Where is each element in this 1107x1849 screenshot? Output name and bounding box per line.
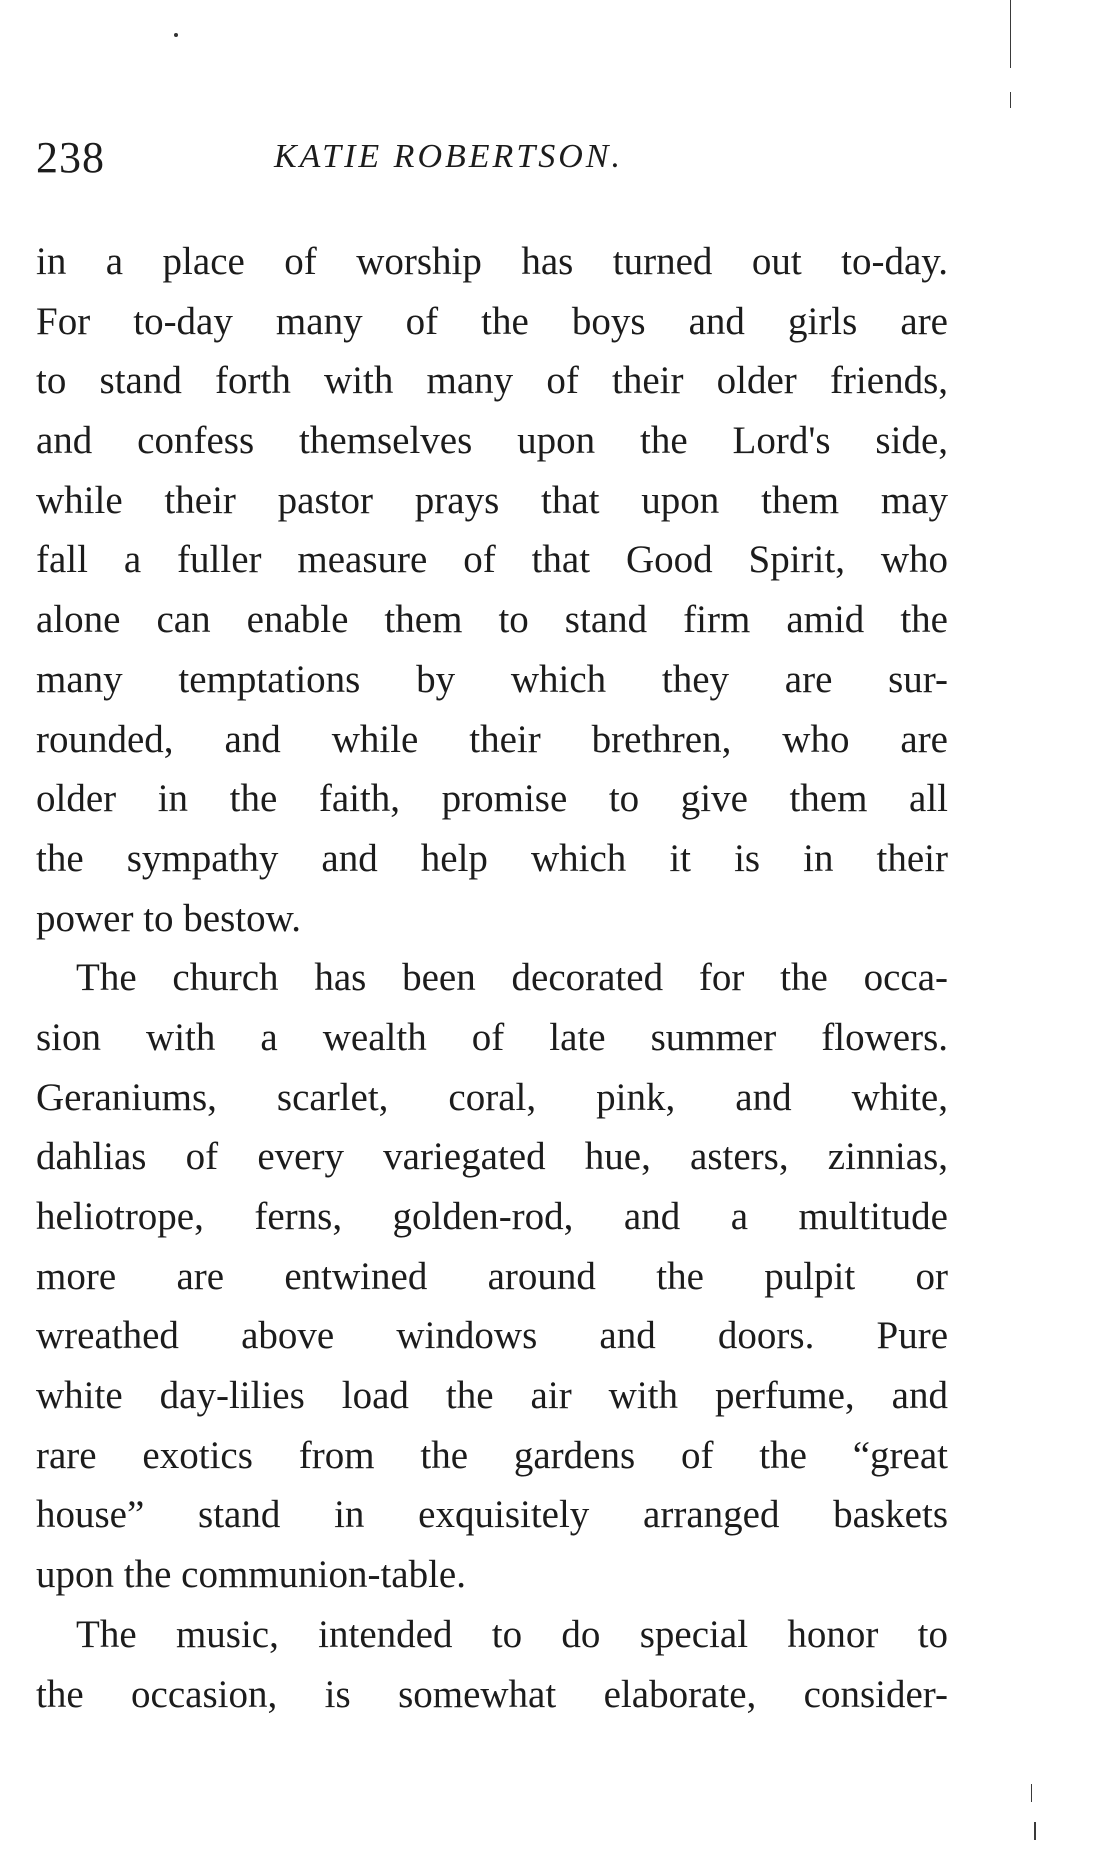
text-line: sion with a wealth of late summer flowers. [36, 1015, 948, 1059]
body-text [36, 232, 948, 1724]
text-line: For to-day many of the boys and girls are [36, 299, 948, 343]
text-line: older in the faith, promise to give them all [36, 777, 948, 821]
text-line: wreathed above windows and doors. Pure [36, 1314, 948, 1358]
text-line: more are entwined around the pulpit or [36, 1254, 948, 1298]
scan-edge-mark-top [1010, 0, 1011, 68]
text-line: the sympathy and help which it is in their [36, 836, 948, 880]
scan-speck [174, 33, 178, 37]
text-line: rounded, and while their brethren, who are [36, 717, 948, 761]
text-line: and confess themselves upon the Lord's side, [36, 419, 948, 463]
text-line: power to bestow. [36, 896, 302, 940]
running-head: KATIE ROBERTSON. [274, 138, 623, 175]
paragraph-3 [36, 1605, 948, 1724]
text-line: alone can enable them to stand firm amid the [36, 598, 948, 642]
text-line: to stand forth with many of their older friends, [36, 359, 948, 403]
scan-edge-mark-bottom-2 [1034, 1822, 1036, 1840]
text-line: Geraniums, scarlet, coral, pink, and white, [36, 1075, 948, 1119]
text-line: in a place of worship has turned out to-day. [36, 240, 948, 283]
scan-edge-mark-mid [1010, 92, 1011, 108]
text-line: while their pastor prays that upon them may [36, 478, 948, 522]
paragraph-2 [36, 948, 948, 1605]
text-line: white day-lilies load the air with perfume, and [36, 1374, 948, 1418]
paragraph-1 [36, 232, 948, 948]
text-line: many temptations by which they are sur- [36, 657, 948, 701]
text-line: fall a fuller measure of that Good Spirit, who [36, 538, 948, 582]
text-line: the occasion, is somewhat elaborate, consider- [36, 1672, 948, 1716]
page-number: 238 [36, 133, 105, 182]
text-line: upon the communion-table. [36, 1553, 466, 1597]
text-line: heliotrope, ferns, golden-rod, and a multitude [36, 1195, 948, 1238]
text-line: house” stand in exquisitely arranged baskets [36, 1493, 948, 1537]
scan-edge-mark-bottom [1031, 1784, 1032, 1802]
text-line: dahlias of every variegated hue, asters, zinnias, [36, 1135, 948, 1179]
text-line: The church has been decorated for the occa- [76, 956, 948, 1000]
page-header [36, 132, 948, 192]
text-line: rare exotics from the gardens of the “great [36, 1433, 948, 1477]
text-line: The music, intended to do special honor to [76, 1612, 948, 1656]
